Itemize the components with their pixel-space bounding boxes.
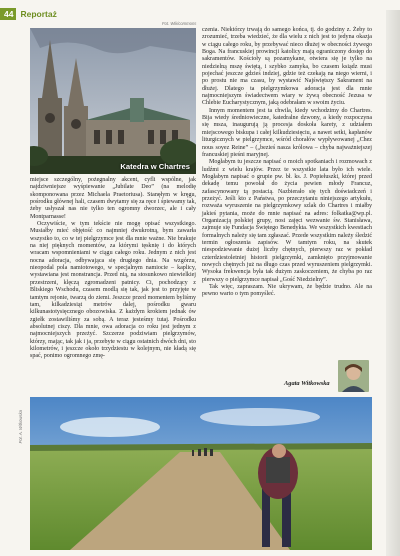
pilgrims-field-illustration [30, 397, 372, 550]
paragraph: czenia. Niektórzy trwają do samego końca, tj. do godziny z. Żeby to zrozumieć, trzeba wiedzieć, że dla wielu z nich jest to jedyna okazja w ciągu całego roku, by przebywać nieco dłużej w obecności żywego Boga. Na francuskiej prowincji katolicy mają ograniczony dostęp do sakramentów. Kościoły są pozamykane, otwiera się je tylko na niedzielną mszę świętą, i szybko zamyka, bo czasem ksiądz musi pojechać jeszcze gdzieś indziej, gdzie też czekają na niego wierni, i po prostu nie ma czasu, by wystawić Najświętszy Sakrament na dłużej. Dlatego ta pielgrzymkowa adoracja jest dla mnie najmocniejszym świadectwem wiary w żywą obecność Jezusa w Chlebie Eucharystycznym, jaką odebrałam w swoim życiu. [202, 27, 372, 107]
cathedral-illustration [30, 28, 196, 174]
photo-credit-bottom: Fot. A. Witkowska [18, 410, 23, 444]
cathedral-photo [30, 28, 196, 174]
section-title: Reportaż [20, 8, 57, 19]
paragraph: Oczywiście, w tym tekście nie mogę opisać wszystkiego. Musiałby mieć objętość co najmniej dwukrotną, bym zawarła wszystko to, co w tej pielgrzymce jest dla mnie ważne. Nie brakuje na niej pięknych momentów, za którymi tęsknię i do których wracam wspomnieniami w ciągu całego roku. Jednym z nich jest nocna adoracja, odbywająca się drugiego dnia. Na wzgórzu, nieopodal pola namiotowego, w specjalnym namiocie – kaplicy, wystawiana jest monstrancja. Przed nią, na stosunkowo niewielkiej przestrzeni, klęczą zgromadzeni patnicy. Ci, pochodzący z Bliskiego Wschodu, czasem modlą się tak, jak jest to przyjęte w tamtym rejonie, twarzą do ziemi. Jeszcze przed momentem byliśmy tam, kilkadziesiąt metrów dalej, pośrodku gwaru kilkunastotysięcznego obozowiska. Z każdym krokiem jednak ów zgiełk zostawiliśmy za sobą. A teraz jesteśmy tutaj. Pośrodku absolutnej ciszy. Dla mnie, owa adoracja co roku jest jednym z najmocniejszych przeżyć. Szczerze podziwiam pielgrzymów, którzy, mając, tak jak i ja, przebyte w ciągu ostatnich dwóch dni, sto kilometrów, i jeszcze około trzydziestu w kolejnym, nie kładą się spać, ponimo ogromnego zmę- [30, 221, 196, 360]
left-column [30, 177, 196, 361]
paragraph: Mogłabym tu jeszcze napisać o moich spotkaniach i rozmowach z ludźmi z wielu krajów. Przez te wszystkie lata było ich wiele. Mogłabym napisać o grupie pw. bł. ks. J. Popiełuszki, której przed dekadę temu powołał do życia pewien młody Francuz, zafascynowany tą postacią. Nazbierało się tych doświadczeń i przeżyć. Jeśli kto z Państwa, po przeczytaniu niniejszego artykułu, rozważa wyruszenie na pielgrzymkowy szlak do Chartres i miałby jakieś pytania, może do mnie napisać na adres: folkatka@wp.pl. Organizacją polskiej grupy, nosi zajęci wezwanie św. Stanisława, zajmuje się Fundacja Świętego Benedykta. We wszystkich kwestiach formalnych należy się tam zgłaszać. Przede wszystkim należy śledzić termin ogłoszenia zapisów. W tamtym roku, na skutek niespodziewanie dużej liczby chętnych, pierwszy raz w pokład czterdziestoletniej historii pielgrzymki, zamknięto przyjmowanie nowych chętnych już na długo czas przed wyruszeniem pielgrzymki. Wysoka frekwencja była tak dużym zaskoczeniem, że chyba po raz pierwszy o pielgrzymce napisał „Gość Niedzielny”. [202, 159, 372, 283]
pilgrims-photo [30, 397, 372, 550]
paragraph: Innym momentem jest ta chwila, kiedy wchodzimy do Chartres. Bija wtedy średniowieczne, katedralne dzwony, a kiedy rozpoczyna się msza, inaugurują ją procesja doskoła karety, z udziałem miejscowego biskupa i całej kilkudziesięciu, a nawet setki, kapłanów liturgicznych w pielgrzymce, wśród chorałów wypływowanej „Chez nous soyez Reine” – („bezieś nasza królowa – chyba najważniejszej francuskiej pieśni maryjnej. [202, 107, 372, 158]
page-number: 44 [0, 8, 16, 20]
photo-caption: Katedra w Chartres [120, 162, 190, 171]
photo-credit-top: Fot. Wikicommons [162, 21, 197, 26]
paragraph: Tak więc, zapraszam. Nie ukrywam, że będzie trudno. Ale na pewno warto o tym pomyśleć. [202, 284, 372, 298]
right-column [202, 27, 372, 299]
page-edge [386, 10, 400, 556]
paragraph: miejsce szczególny, pożegnalny akcent, cyfli wspólne, jak najdziwniejsze wyśpiewanie „Jubilate Deo” (na melodię skomponowana przez Michaela Praetoriusa). Stanęłym w kręgu, pośrodku głównej hali, czasem dwytamy się za ręce i śpiewamy tak, żeby usłyszał nas nie tylko ten ogromny dworzec, ale i cały Montparnasse! [30, 177, 196, 220]
page-header [0, 7, 57, 20]
author-signature: Agata Witkowska [284, 380, 330, 387]
author-avatar [338, 360, 369, 392]
